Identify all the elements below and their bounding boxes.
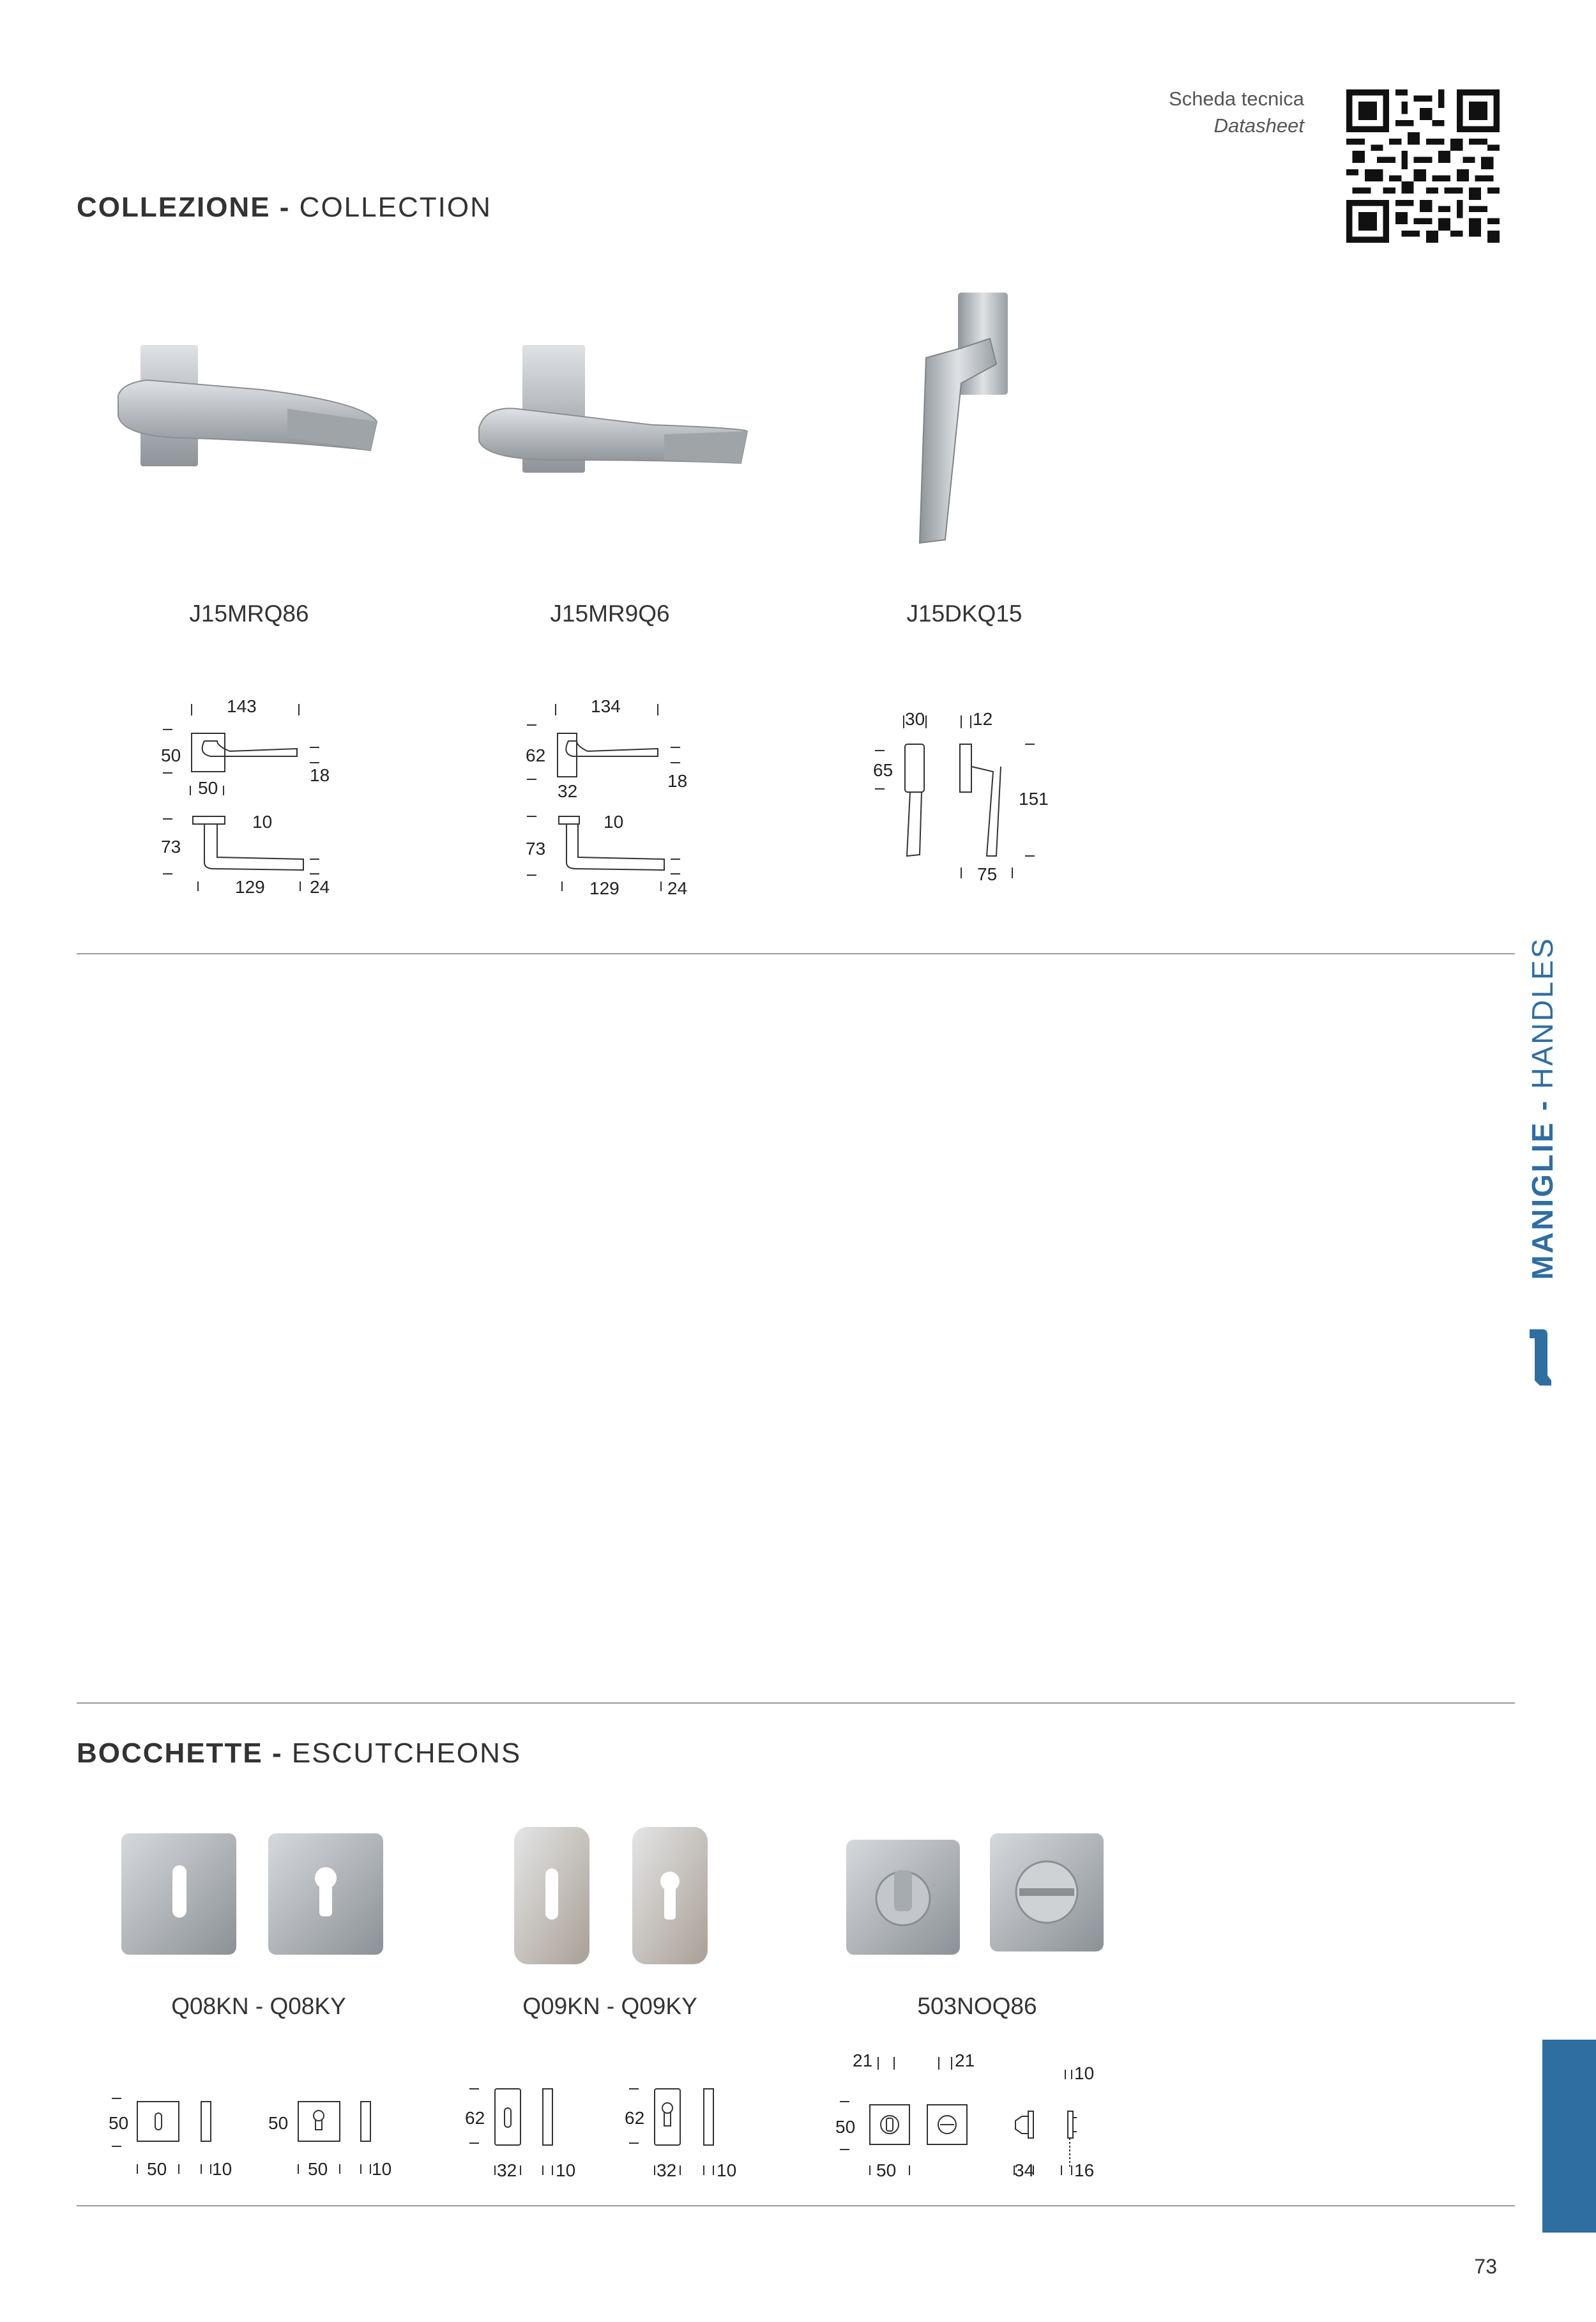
dim-width-2: 12 — [973, 709, 993, 729]
escutcheons-title-bold: BOCCHETTE - — [77, 1738, 283, 1769]
dim-end: 24 — [310, 877, 330, 897]
product-code-j15dkq15: J15DKQ15 — [906, 600, 1022, 627]
tech-drawing-j15dkq15 — [865, 703, 1070, 913]
dim-bar: 10 — [604, 812, 624, 832]
dim-depth: 73 — [526, 839, 546, 859]
dim-thickness: 18 — [667, 771, 688, 791]
product-photo-q09kn-q09ky[interactable] — [505, 1821, 715, 1967]
divider-middle — [77, 1702, 1515, 1704]
dim-width-b: 50 — [308, 2159, 328, 2179]
dim-height-2: 151 — [1019, 789, 1049, 809]
dim-rose-width: 50 — [198, 778, 218, 798]
divider-top — [77, 953, 1515, 954]
brand-mark-icon — [1528, 1325, 1551, 1386]
dim-length: 143 — [227, 696, 257, 716]
dim-height-b: 62 — [625, 2108, 645, 2128]
dim-depth-b: 10 — [372, 2159, 392, 2179]
tech-drawing-q09kn-q09ky — [460, 2063, 766, 2185]
dim-rose: 62 — [526, 745, 546, 765]
dim-height-a: 50 — [109, 2113, 129, 2133]
dim-width: 50 — [876, 2160, 897, 2180]
dim-c: 10 — [1074, 2063, 1095, 2083]
dim-length: 134 — [591, 696, 621, 716]
side-category-label — [1517, 920, 1568, 1297]
dim-depth-b: 10 — [717, 2160, 737, 2180]
datasheet-label-it: Scheda tecnica — [1169, 88, 1304, 110]
section-tab-marker — [1542, 2040, 1596, 2233]
page-number: 73 — [1474, 2255, 1497, 2278]
product-photo-j15dkq15[interactable] — [894, 287, 1035, 549]
dim-depth: 75 — [977, 864, 998, 884]
side-label-light: HANDLES — [1526, 936, 1559, 1089]
dim-end: 24 — [667, 878, 688, 898]
dim-bar: 10 — [252, 812, 273, 832]
dim-width-a: 32 — [497, 2160, 517, 2180]
escutcheons-title — [77, 1738, 521, 1769]
collection-title-light: COLLECTION — [299, 192, 492, 223]
datasheet-label-en: Datasheet — [1213, 114, 1304, 137]
dim-rose: 50 — [161, 745, 181, 765]
product-code-q08kn-q08ky: Q08KN - Q08KY — [171, 1993, 346, 2019]
product-photo-j15mr9q6[interactable] — [473, 332, 766, 479]
tech-drawing-j15mrq86 — [153, 690, 358, 913]
product-code-j15mr9q6: J15MR9Q6 — [550, 600, 670, 627]
divider-bottom — [77, 2205, 1515, 2206]
product-code-j15mrq86: J15MRQ86 — [189, 600, 309, 627]
product-photo-j15mrq86[interactable] — [96, 332, 390, 479]
datasheet-label — [1169, 86, 1304, 139]
dim-height-1: 65 — [873, 760, 893, 780]
product-photo-503noq86[interactable] — [843, 1827, 1111, 1961]
dim-height-b: 50 — [268, 2113, 289, 2133]
tech-drawing-503noq86 — [830, 2041, 1124, 2185]
dim-d: 34 — [1014, 2160, 1035, 2180]
product-photo-q08kn-q08ky[interactable] — [115, 1827, 390, 1961]
collection-title — [77, 192, 492, 224]
dim-height-a: 62 — [465, 2108, 485, 2128]
escutcheons-title-light: ESCUTCHEONS — [291, 1738, 522, 1769]
dim-width-a: 50 — [147, 2159, 167, 2179]
dim-thickness: 18 — [310, 765, 330, 785]
dim-width-b: 32 — [657, 2160, 677, 2180]
qr-code-icon[interactable] — [1346, 89, 1500, 243]
dim-lever: 129 — [589, 878, 619, 898]
side-label-bold: MANIGLIE - — [1526, 1099, 1559, 1280]
product-code-503noq86: 503NOQ86 — [917, 1993, 1037, 2019]
dim-b: 21 — [955, 2051, 975, 2070]
dim-rose-width: 32 — [558, 781, 578, 801]
collection-title-bold: COLLEZIONE - — [77, 192, 291, 223]
tech-drawing-j15mr9q6 — [514, 690, 718, 913]
dim-height: 50 — [835, 2117, 856, 2137]
product-code-q09kn-q09ky: Q09KN - Q09KY — [522, 1993, 697, 2019]
dim-width-1: 30 — [905, 709, 925, 729]
dim-depth-a: 10 — [212, 2159, 232, 2179]
dim-depth: 73 — [161, 837, 181, 857]
dim-a: 21 — [853, 2051, 873, 2070]
tech-drawing-q08kn-q08ky — [102, 2082, 409, 2185]
dim-lever: 129 — [235, 877, 265, 897]
dim-depth-a: 10 — [556, 2160, 576, 2180]
dim-e: 16 — [1074, 2160, 1095, 2180]
